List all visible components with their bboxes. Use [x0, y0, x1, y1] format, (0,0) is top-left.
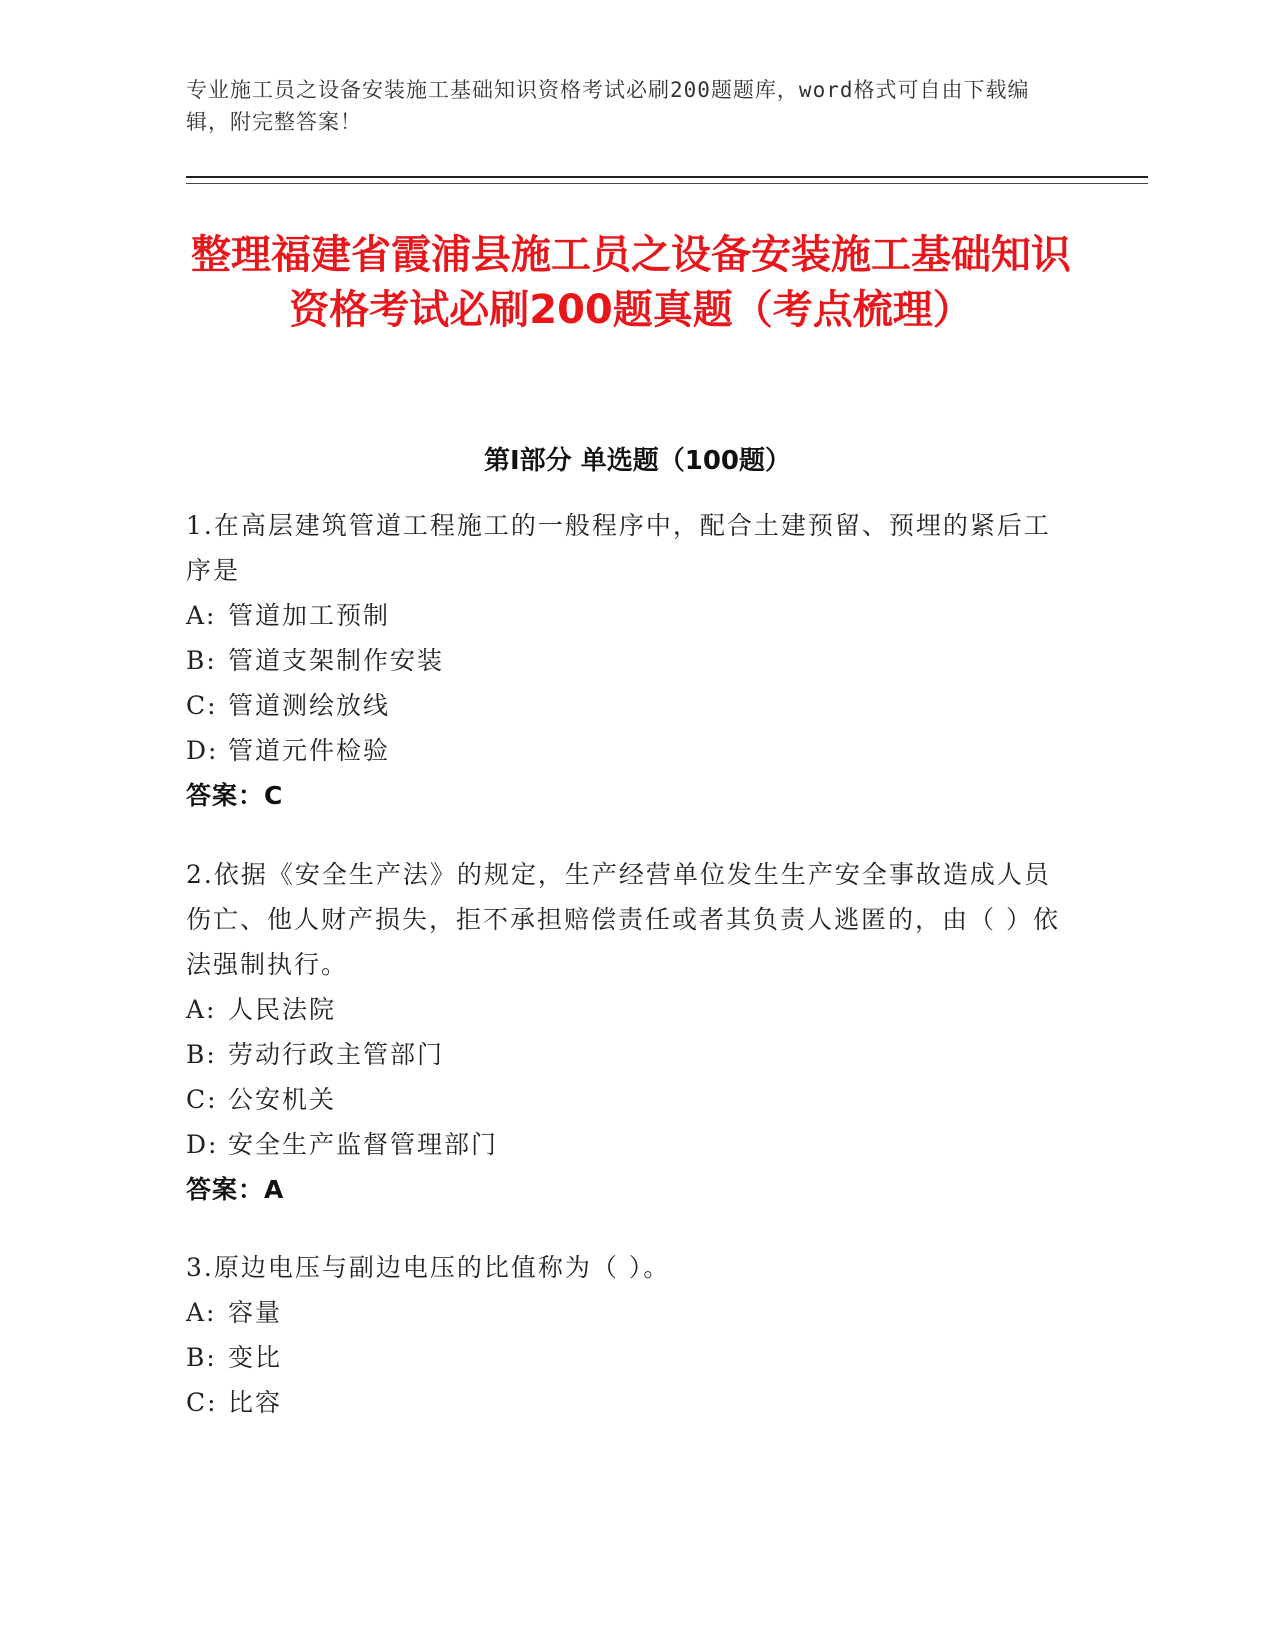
header-divider-thick — [186, 176, 1148, 178]
question-1 — [186, 503, 1066, 818]
option-letter: B: — [186, 1343, 217, 1372]
option-letter: D: — [186, 736, 219, 765]
option-text: 人民法院 — [228, 995, 337, 1024]
option-d — [186, 1122, 1066, 1167]
question-3 — [186, 1245, 1066, 1425]
option-text: 安全生产监督管理部门 — [228, 1130, 499, 1159]
option-letter: A: — [186, 995, 217, 1024]
option-a — [186, 1290, 1066, 1335]
option-letter: C: — [186, 1388, 218, 1417]
option-text: 公安机关 — [228, 1085, 337, 1114]
option-letter: A: — [186, 601, 217, 630]
option-b — [186, 1032, 1066, 1077]
document-title: 整理福建省霞浦县施工员之设备安装施工基础知识资格考试必刷200题真题（考点梳理） — [191, 232, 1071, 333]
option-a — [186, 593, 1066, 638]
option-letter: B: — [186, 646, 217, 675]
option-letter: C: — [186, 1085, 218, 1114]
question-2 — [186, 852, 1066, 1212]
option-b — [186, 1335, 1066, 1380]
answer: 答案：C — [186, 781, 284, 810]
option-text: 管道元件检验 — [228, 736, 391, 765]
option-text: 变比 — [228, 1343, 283, 1372]
answer: 答案：A — [186, 1175, 285, 1204]
question-stem: 3.原边电压与副边电压的比值称为（ ）。 — [186, 1253, 671, 1282]
option-text: 管道加工预制 — [228, 601, 391, 630]
option-d — [186, 728, 1066, 773]
header-divider-thin — [186, 183, 1148, 184]
option-b — [186, 638, 1066, 683]
option-letter: C: — [186, 691, 218, 720]
option-letter: D: — [186, 1130, 219, 1159]
section-title: 第Ⅰ部分 单选题（100题） — [484, 446, 791, 476]
option-text: 劳动行政主管部门 — [228, 1040, 445, 1069]
option-text: 比容 — [228, 1388, 283, 1417]
option-c — [186, 1380, 1066, 1425]
question-stem: 1.在高层建筑管道工程施工的一般程序中，配合土建预留、预埋的紧后工序是 — [186, 511, 1051, 585]
option-letter: B: — [186, 1040, 217, 1069]
option-c — [186, 1077, 1066, 1122]
option-text: 管道支架制作安装 — [228, 646, 445, 675]
option-c — [186, 683, 1066, 728]
header-note: 专业施工员之设备安装施工基础知识资格考试必刷200题题库，word格式可自由下载编辑，附完整答案！ — [186, 78, 1030, 134]
question-stem: 2.依据《安全生产法》的规定，生产经营单位发生生产安全事故造成人员伤亡、他人财产损失，拒不承担赔偿责任或者其负责人逃匿的，由（ ）依法强制执行。 — [186, 860, 1060, 979]
option-letter: A: — [186, 1298, 217, 1327]
option-a — [186, 987, 1066, 1032]
option-text: 容量 — [228, 1298, 283, 1327]
option-text: 管道测绘放线 — [228, 691, 391, 720]
